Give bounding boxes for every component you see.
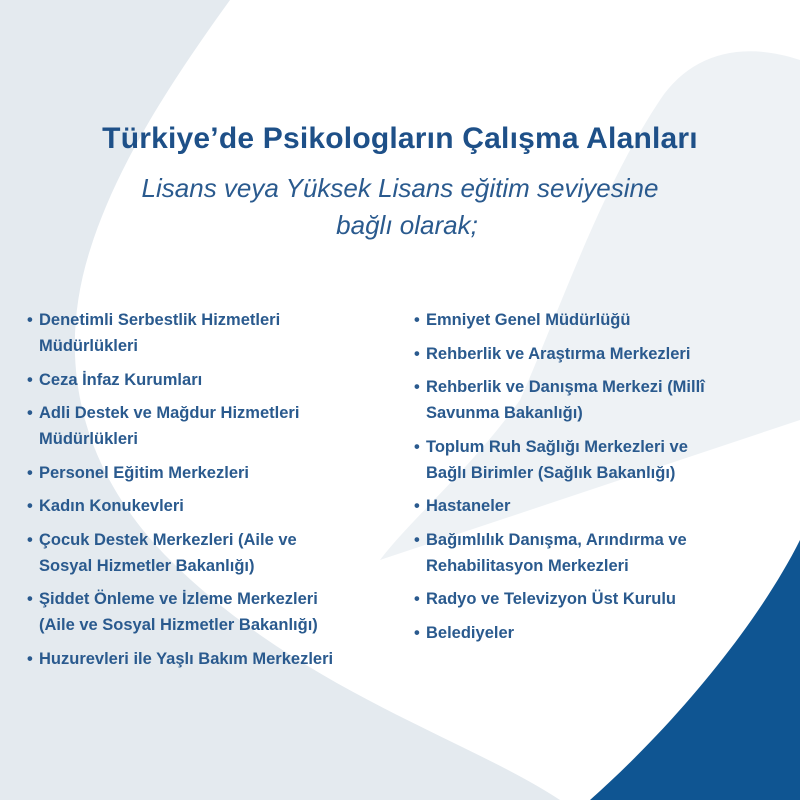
list-item-line: • Emniyet Genel Müdürlüğü [426,311,631,329]
subtitle-line: bağlı olarak; [336,210,478,240]
list-item-line: • Rehberlik ve Araştırma Merkezleri [426,344,691,363]
list-item [414,374,794,426]
list-item-line: • Huzurevleri ile Yaşlı Bakım Merkezleri [39,649,334,668]
page-title: Türkiye’de Psikologların Çalışma Alanları [102,122,698,155]
list-item-line: (Aile ve Sosyal Hizmetler Bakanlığı) [39,616,318,634]
list-item [27,400,402,452]
list-item-line: • Rehberlik ve Danışma Merkezi (Millî [426,378,705,396]
list-item [27,307,402,359]
subtitle-line: Lisans veya Yüksek Lisans eğitim seviyesine [141,173,659,203]
list-item-line: • Şiddet Önleme ve İzleme Merkezleri [39,590,318,608]
list-item [414,620,794,646]
list-item-line: • Belediyeler [426,623,515,642]
list-item [27,527,402,579]
list-item-line: • Hastaneler [426,497,511,515]
list-item-line: • Ceza İnfaz Kurumları [39,370,203,389]
page-subtitle [0,170,800,244]
list-item-line: • Radyo ve Televizyon Üst Kurulu [426,590,676,608]
list-item-line: Müdürlükleri [39,430,139,448]
list-item [414,434,794,486]
list-item-line: • Bağımlılık Danışma, Arındırma ve [426,530,687,549]
list-item [27,460,402,486]
list-item-line: • Kadın Konukevleri [39,497,184,515]
list-item-line: • Adli Destek ve Mağdur Hizmetleri [39,404,300,422]
list-item [414,527,794,579]
right-list [414,307,794,653]
list-item-line: Bağlı Birimler (Sağlık Bakanlığı) [426,463,676,482]
list-item-line: Rehabilitasyon Merkezleri [426,556,629,575]
list-item [414,586,794,612]
left-list [27,307,402,679]
list-item-line: Savunma Bakanlığı) [426,404,583,422]
list-item [414,493,794,519]
list-item [414,307,794,333]
list-item [27,586,402,638]
list-item-line: • Toplum Ruh Sağlığı Merkezleri ve [426,437,688,456]
list-item [27,646,402,672]
list-item-line: Müdürlükleri [39,337,139,355]
list-item-line: • Denetimli Serbestlik Hizmetleri [39,311,281,329]
list-item-line: • Personel Eğitim Merkezleri [39,463,249,482]
list-item [414,341,794,367]
list-item-line: • Çocuk Destek Merkezleri (Aile ve [39,530,297,549]
list-item-line: Sosyal Hizmetler Bakanlığı) [39,556,255,575]
list-item [27,367,402,393]
list-item [27,493,402,519]
